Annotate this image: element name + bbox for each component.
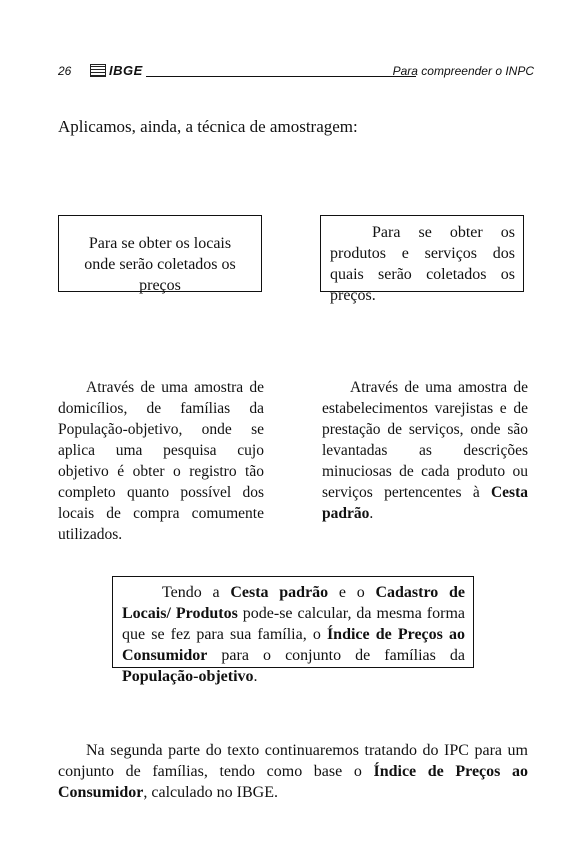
intro-paragraph: Aplicamos, ainda, a técnica de amostragem: [58,117,358,136]
logo-text: IBGE [109,63,143,78]
households-sample-text: Através de uma amostra de domicílios, de famílias da População-objetivo, onde se aplica uma pesquisa cujo objetivo é obter o registro tão completo quanto possível dos locais de compra comumente utilizados. [58,379,264,543]
establishments-sample-paragraph [322,377,528,524]
mid-text-2: e o [328,584,376,601]
closing-text-1: Na segunda parte do texto continuaremos tratando do IPC para um conjunto de famílias, tendo como base o [58,742,528,780]
products-box [320,215,524,304]
page-header [58,62,534,80]
mid-text-4: para o conjunto de famílias da [207,647,465,664]
closing-text [58,740,528,803]
closing-paragraph [58,740,528,803]
running-title: Para compreender o INPC [392,64,534,78]
establishments-text-prefix: à [472,484,491,501]
page-number: 26 [58,64,72,78]
mid-bold-cesta: Cesta padrão [230,584,329,601]
header-rule [146,76,416,77]
households-sample-paragraph [58,377,264,545]
index-calculation-box [112,576,474,685]
mid-bold-indice: Índice de Preços ao Consumidor [122,626,465,664]
closing-bold-indice: Índice de Preços ao Consumidor [58,763,529,801]
ibge-flag-icon [90,64,106,77]
locations-box-line1: Para se obter os locais [88,235,232,252]
locations-box [58,215,262,292]
mid-text-3: pode-se calcular, da mesma forma que se fez para sua família, o [122,605,465,643]
mid-text-5: . [253,668,258,685]
ibge-logo [90,63,143,78]
products-box-text: Para se obter os produtos e serviços dos quais serão coletados os preços. [330,224,515,304]
closing-text-2: , calculado no IBGE. [143,784,278,801]
mid-bold-cadastro: Cadastro de Locais/ Produtos [122,584,466,622]
locations-box-line2: onde serão coletados os preços [84,256,236,294]
establishments-text-start: Através de uma amostra de estabelecimentos varejistas e de prestação de serviços, onde são levantadas as descrições minuciosas de cada produto ou serviços pertencentes [322,379,528,501]
cesta-padrao-term: Cesta padrão [322,484,528,522]
establishments-text-end: . [369,505,374,522]
mid-bold-populacao: População-objetivo [122,668,254,685]
index-calculation-text [122,582,465,687]
mid-text-1: Tendo a [162,584,231,601]
establishments-sample-text [322,377,528,524]
